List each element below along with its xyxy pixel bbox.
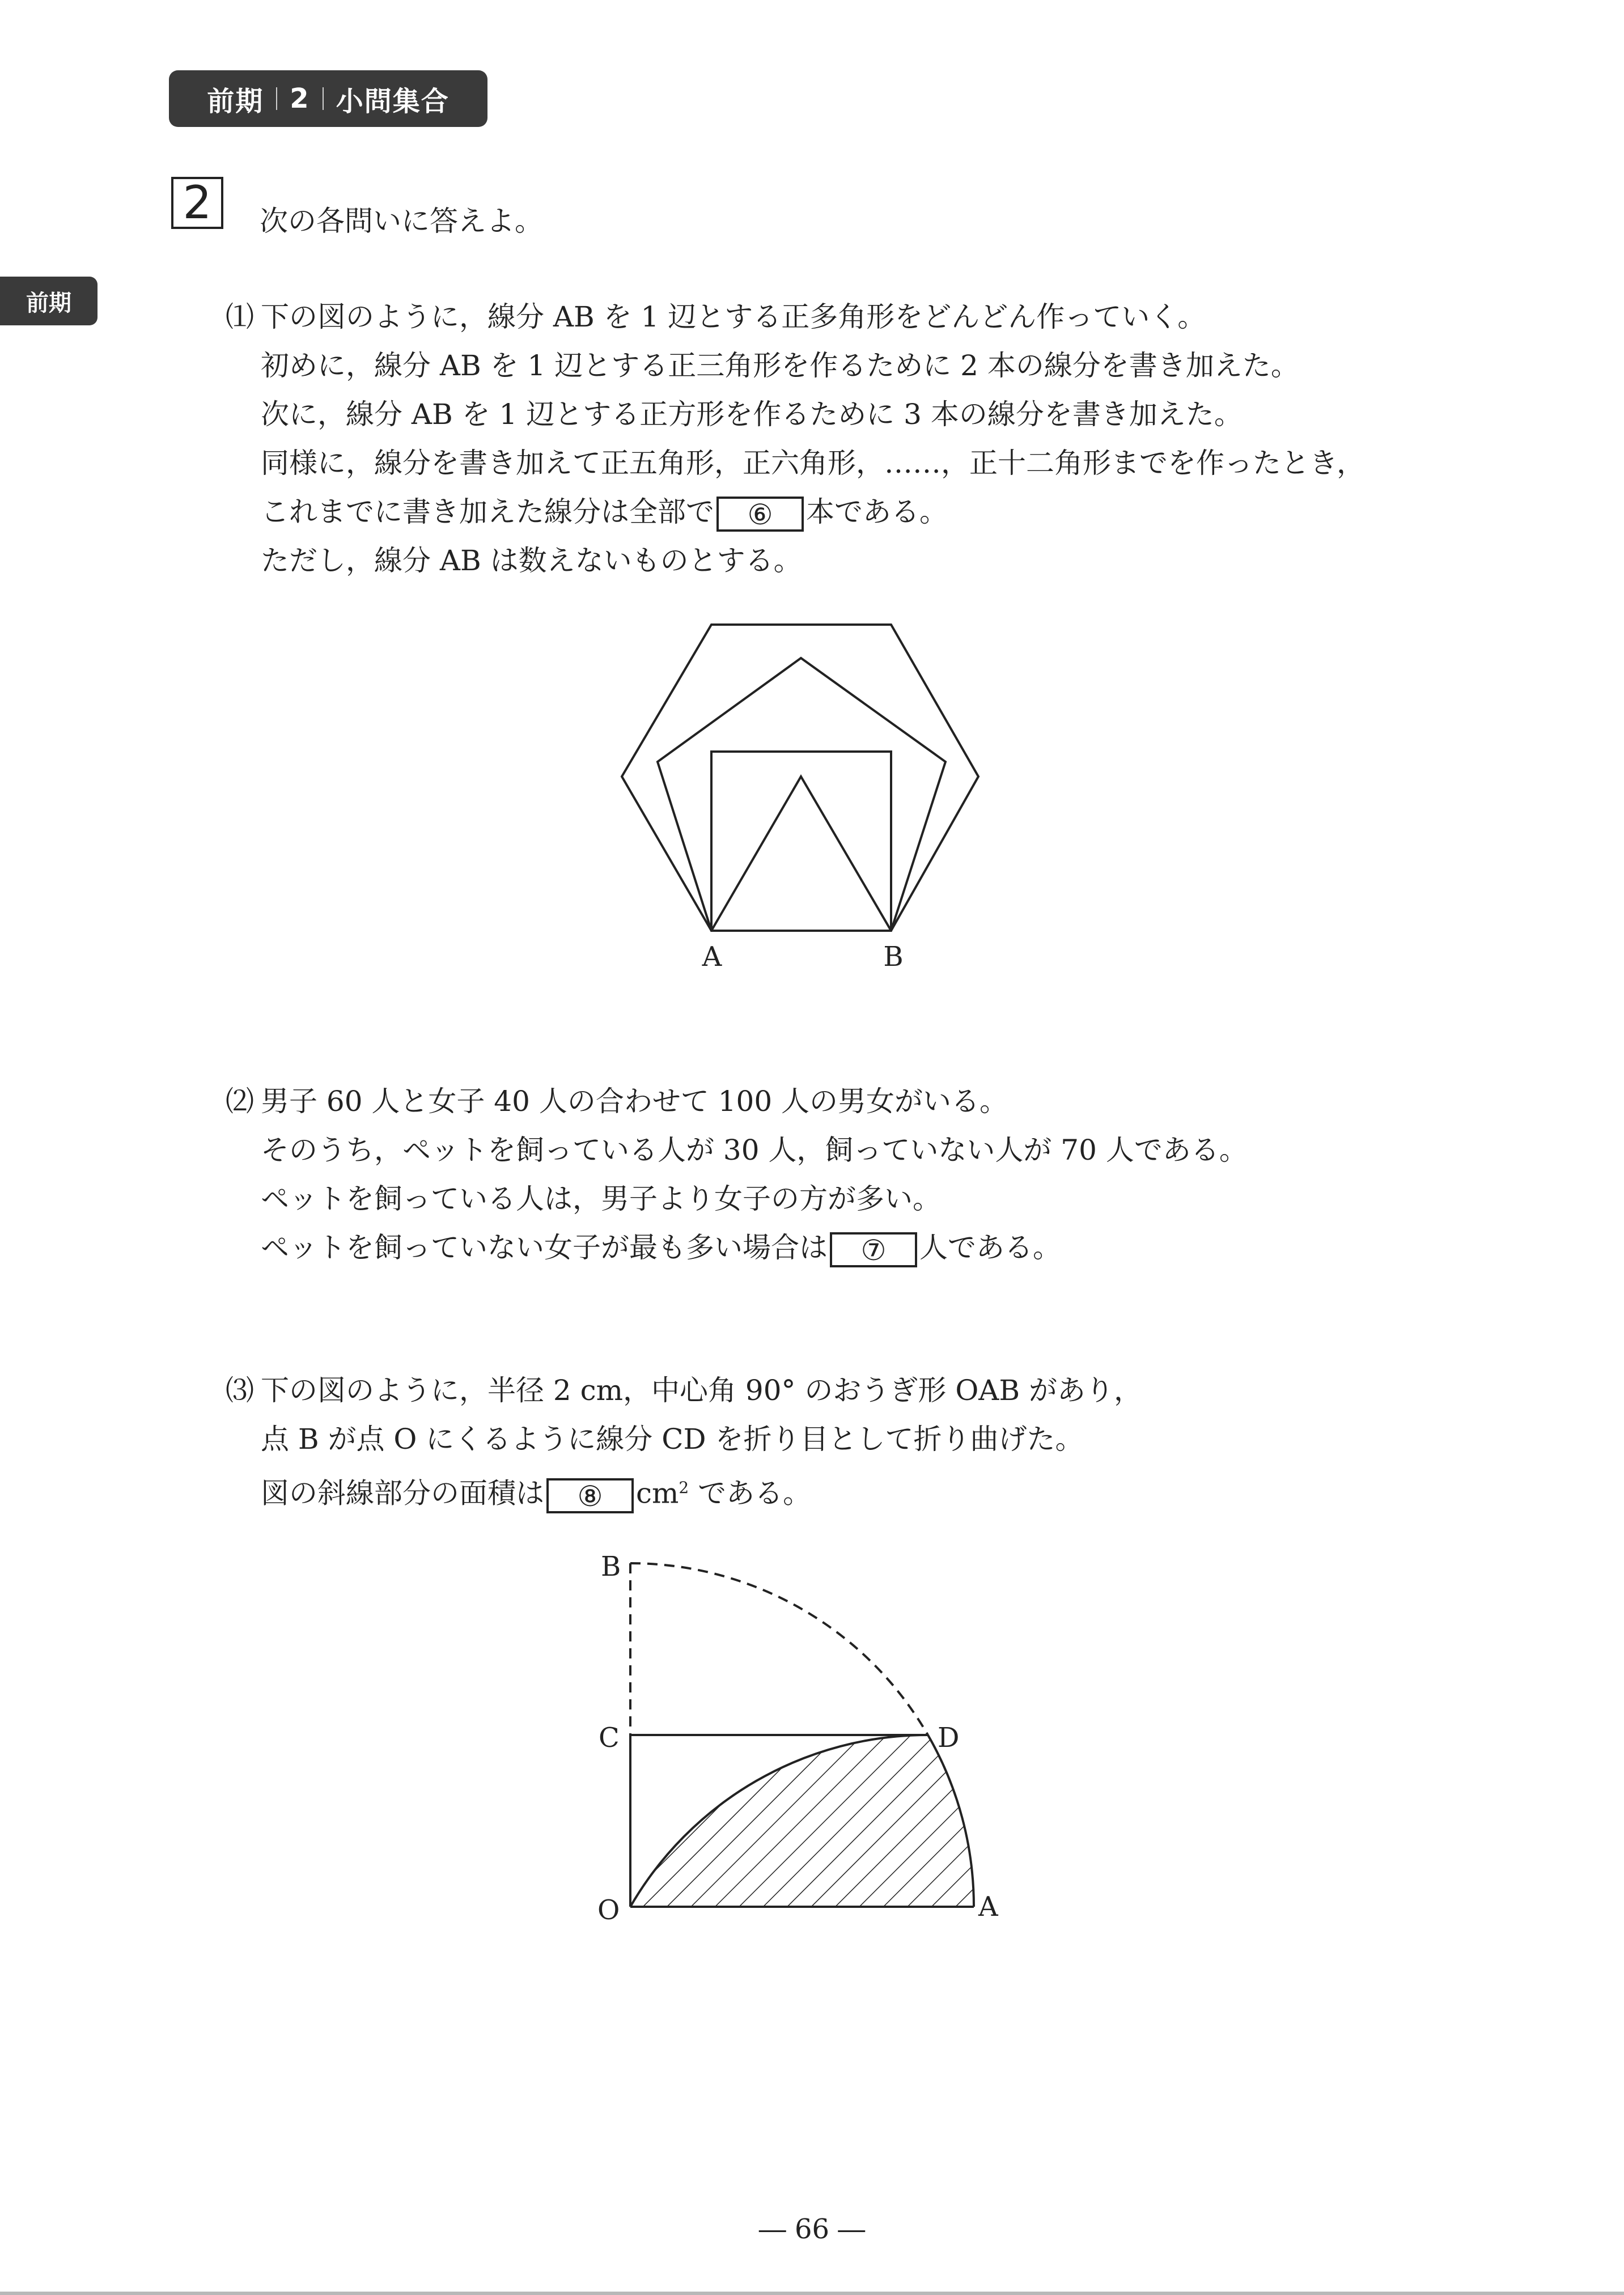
label-b: B [883, 941, 904, 973]
label-a: A [978, 1891, 998, 1923]
answer-box-7: ⑦ [830, 1232, 917, 1267]
problem-3-line-1: 下の図のように，半径 2 cm，中心角 90° のおうぎ形 OAB があり， [261, 1374, 1143, 1407]
problem-1-line-1: 下の図のように，線分 AB を 1 辺とする正多角形をどんどん作っていく。 [261, 300, 1206, 333]
bottom-divider [0, 2292, 1624, 2295]
hatched-region [630, 1735, 974, 1907]
polygon-figure [595, 612, 992, 986]
problem-2-line-4-text: ペットを飼っていない女子が最も多い場合は [261, 1231, 828, 1264]
label-o: O [597, 1894, 620, 1926]
header-session: 前期 [207, 85, 264, 117]
problem-1-number: ⑴ [226, 300, 254, 333]
page-number: ― 66 ― [758, 2213, 866, 2245]
sector-figure [578, 1530, 1032, 1938]
header-number: 2 [290, 83, 310, 114]
problem-1 [226, 292, 1365, 585]
label-b: B [601, 1551, 621, 1583]
section-header-tab [169, 70, 487, 127]
problem-1-line-3: 次に，線分 AB を 1 辺とする正方形を作るために 3 本の線分を書き加えた。 [261, 398, 1243, 431]
problem-1-line-2: 初めに，線分 AB を 1 辺とする正三角形を作るために 2 本の線分を書き加えた。 [261, 349, 1299, 382]
problem-3-number: ⑶ [226, 1374, 254, 1407]
problem-1-line-6: ただし，線分 AB は数えないものとする。 [261, 544, 802, 577]
problem-1-line-5-text: これまでに書き加えた線分は全部で [261, 495, 714, 528]
problem-2-line-3: ペットを飼っている人は，男子より女子の方が多い。 [261, 1182, 941, 1215]
side-index-tab: 前期 [0, 277, 97, 325]
label-d: D [938, 1722, 960, 1754]
header-separator [323, 87, 324, 110]
problem-3-line-3-text: 図の斜線部分の面積は [261, 1477, 544, 1510]
problem-2 [226, 1077, 1248, 1272]
problem-3-line-3-suffix: である。 [698, 1477, 812, 1510]
answer-box-8: ⑧ [546, 1478, 634, 1513]
label-c: C [599, 1722, 620, 1754]
label-a: A [702, 941, 722, 973]
header-title: 小問集合 [336, 85, 450, 117]
unit-exponent: 2 [679, 1478, 689, 1497]
header-separator [276, 87, 277, 110]
question-number-box: 2 [171, 177, 223, 229]
arc-bd-dashed [630, 1563, 928, 1735]
answer-box-6: ⑥ [716, 497, 804, 532]
problem-2-number: ⑵ [226, 1085, 254, 1118]
problem-3 [226, 1366, 1142, 1512]
problem-1-line-4: 同様に，線分を書き加えて正五角形，正六角形，……，正十二角形までを作ったとき， [261, 447, 1365, 480]
triangle-shape [711, 777, 891, 931]
problem-2-line-1: 男子 60 人と女子 40 人の合わせて 100 人の男女がいる。 [261, 1085, 1008, 1118]
question-intro: 次の各問いに答えよ。 [260, 205, 543, 237]
unit-cm: cm [636, 1477, 679, 1510]
problem-2-line-2: そのうち，ペットを飼っている人が 30 人，飼っていない人が 70 人である。 [261, 1134, 1248, 1166]
problem-3-line-2: 点 B が点 O にくるように線分 CD を折り目として折り曲げた。 [261, 1423, 1084, 1456]
pentagon-shape [658, 658, 945, 931]
problem-1-line-5-suffix: 本である。 [806, 495, 948, 528]
problem-2-line-4-suffix: 人である。 [919, 1231, 1061, 1264]
